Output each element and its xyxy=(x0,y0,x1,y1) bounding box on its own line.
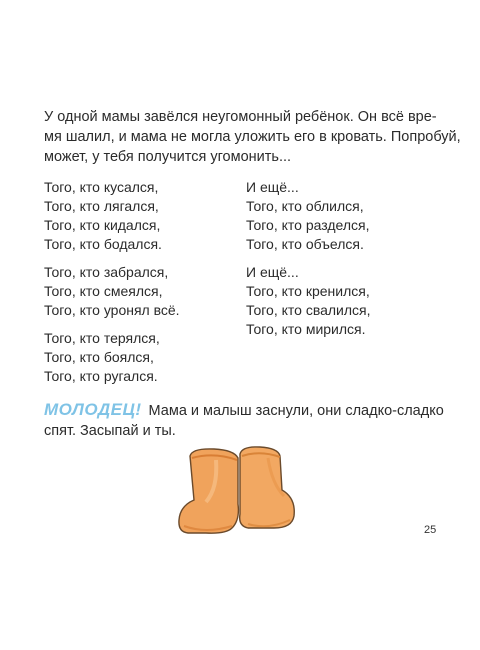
poem-line: Того, кто разделся, xyxy=(246,217,370,233)
poem-line: Того, кто уронял всё. xyxy=(44,302,180,318)
felt-boots-icon xyxy=(176,444,298,536)
left-boot xyxy=(179,449,238,533)
page-number: 25 xyxy=(424,524,437,536)
poem-line: Того, кто кренился, xyxy=(246,283,370,299)
poem-stanza xyxy=(246,263,371,339)
poem-line: Того, кто кидался, xyxy=(44,217,161,233)
poem-line: Того, кто лягался, xyxy=(44,198,159,214)
intro-line-3: может, у тебя получится угомонить... xyxy=(44,149,292,165)
outro-line-1 xyxy=(44,400,444,421)
poem-line: Того, кто облился, xyxy=(246,198,364,214)
poem-line: Того, кто забрался, xyxy=(44,264,169,280)
poem-line: Того, кто ругался. xyxy=(44,368,158,384)
poem-stanza xyxy=(246,178,371,254)
outro-line-2: спят. Засыпай и ты. xyxy=(44,423,176,439)
poem-line: Того, кто свалился, xyxy=(246,302,371,318)
poem-line: Того, кто бодался. xyxy=(44,236,162,252)
poem-left-column xyxy=(44,178,180,395)
poem-right-column xyxy=(246,178,371,348)
poem-stanza xyxy=(44,329,180,386)
outro-paragraph xyxy=(44,400,444,441)
intro-paragraph xyxy=(44,107,461,167)
poem-line: И ещё... xyxy=(246,179,299,195)
poem-line: Того, кто терялся, xyxy=(44,330,160,346)
intro-line-2: мя шалил, и мама не могла уложить его в кровать. Попробуй, xyxy=(44,129,461,145)
poem-stanza xyxy=(44,263,180,320)
poem-line: Того, кто боялся, xyxy=(44,349,154,365)
well-done-highlight: МОЛОДЕЦ! xyxy=(44,400,142,419)
poem-stanza xyxy=(44,178,180,254)
right-boot xyxy=(240,447,295,528)
poem-line: Того, кто объелся. xyxy=(246,236,364,252)
intro-line-1: У одной мамы завёлся неугомонный ребёнок. Он всё вре- xyxy=(44,109,437,125)
poem-line: Того, кто смеялся, xyxy=(44,283,163,299)
poem-line: Того, кто мирился. xyxy=(246,321,366,337)
poem-line: Того, кто кусался, xyxy=(44,179,159,195)
poem-line: И ещё... xyxy=(246,264,299,280)
outro-line-1-text: Мама и малыш заснули, они сладко-сладко xyxy=(148,403,444,419)
